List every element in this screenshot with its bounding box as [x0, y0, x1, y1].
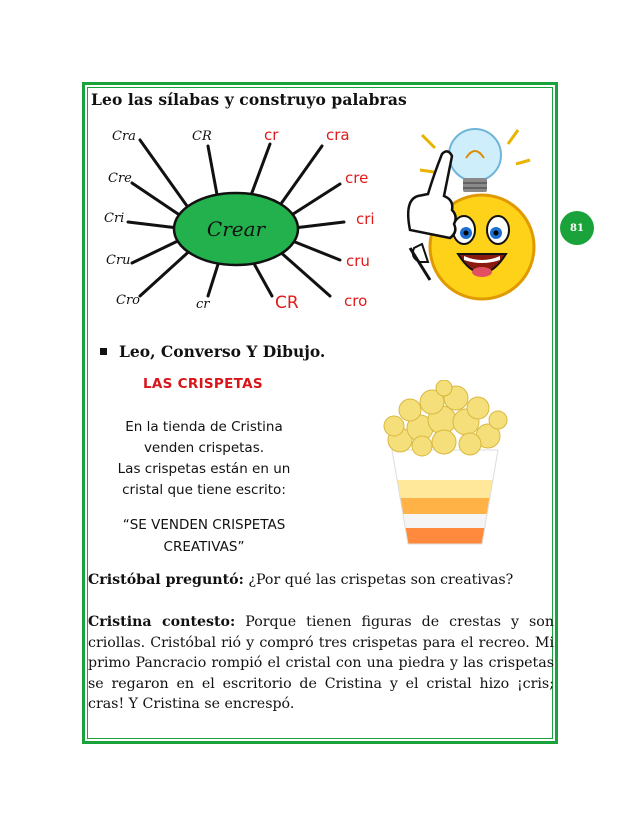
page-number-badge: 81 [560, 211, 594, 245]
story-title: LAS CRISPETAS [143, 376, 263, 392]
spoke-line [278, 250, 330, 296]
top-label: cr [264, 126, 279, 144]
lightbulb-icon [449, 129, 501, 192]
story-text [104, 417, 304, 501]
page-heading: Leo las sílabas y construyo palabras [91, 90, 407, 109]
spoke-line [294, 222, 344, 228]
top-label: CR [192, 129, 212, 144]
spoke-line [290, 184, 340, 216]
story-line: Las crispetas están en un [117, 461, 291, 477]
paragraph-body: Porque tienen figuras de crestas y son criollas. Cristóbal rió y compró tres crispetas para el recreo. Mi primo Pancracio rompió el cristal con una piedra y las crispetas se regaron en el escritorio de Cristina y el cristal hizo ¡cris; cras! Y Cristina se encrespó. [88, 614, 554, 712]
paragraph-lead: Cristóbal preguntó: [88, 572, 244, 588]
right-label: cru [346, 252, 370, 270]
spoke-line [140, 246, 195, 296]
spoke-line [252, 260, 272, 296]
quote-line: “SE VENDEN CRISPETAS [122, 517, 286, 533]
bullet-heading [100, 342, 325, 361]
left-label: Cri [104, 211, 125, 226]
left-label: Cre [108, 171, 132, 186]
bottom-label: cr [196, 297, 210, 312]
paragraph-body: ¿Por qué las crispetas son creativas? [243, 572, 514, 588]
story-line: En la tienda de Cristina [125, 419, 283, 435]
left-label: Cru [106, 253, 131, 268]
story-quote [104, 514, 304, 558]
paragraph-question [88, 570, 554, 591]
bullet-square-icon [100, 348, 107, 355]
center-word: Crear [206, 217, 266, 241]
bottom-label: CR [275, 293, 299, 313]
right-label: cro [344, 292, 368, 310]
spoke-line [250, 144, 270, 198]
idea-smiley-illustration [390, 120, 560, 305]
popcorn-cup-image [370, 380, 520, 550]
left-label: Cra [112, 129, 136, 144]
quote-line: CREATIVAS” [163, 539, 245, 555]
spoke-line [128, 222, 178, 228]
right-label: cri [356, 210, 375, 228]
spoke-line [208, 146, 218, 200]
paragraph-answer [88, 612, 554, 715]
paragraph-lead: Cristina contesto: [88, 614, 236, 630]
syllable-diagram [100, 118, 390, 318]
bullet-heading-text: Leo, Converso Y Dibujo. [119, 342, 326, 361]
story-line: cristal que tiene escrito: [122, 482, 286, 498]
story-line: venden crispetas. [143, 440, 265, 456]
spoke-line [290, 240, 340, 260]
spoke-line [140, 140, 192, 213]
right-label: cra [326, 126, 350, 144]
right-label: cre [345, 169, 369, 187]
left-label: Cro [116, 293, 140, 308]
spoke-line [132, 238, 184, 263]
